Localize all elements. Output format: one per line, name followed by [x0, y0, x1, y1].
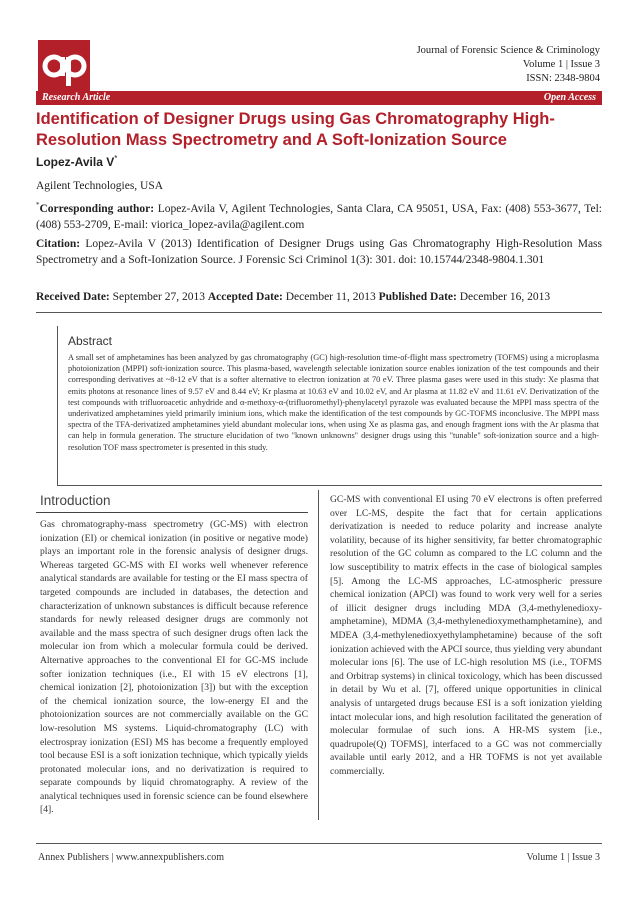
open-access-label: Open Access [543, 92, 596, 103]
author-line [36, 154, 117, 169]
article-type-banner [36, 91, 602, 105]
publisher-logo [38, 40, 90, 92]
corresponding-author [36, 197, 602, 233]
affiliation: Agilent Technologies, USA [36, 180, 164, 192]
footer-volume-issue: Volume 1 | Issue 3 [526, 852, 600, 863]
received-label: Received Date: [36, 291, 110, 303]
divider [36, 312, 602, 313]
corr-text: Lopez-Avila V, Agilent Technologies, Santa Clara, CA 95051, USA, Fax: (408) 553-3677, Tel: (408) 553-2709, E-mail: viorica_lopez-avila@agilent.com [36, 202, 603, 231]
journal-volume-issue: Volume 1 | Issue 3 [522, 59, 600, 70]
journal-header [417, 44, 600, 86]
footer-rule [36, 843, 602, 844]
journal-name: Journal of Forensic Science & Criminology [416, 45, 600, 56]
corr-mark: * [36, 201, 40, 209]
author-mark: * [114, 154, 118, 163]
introduction-rule [36, 512, 308, 513]
published-date: December 16, 2013 [456, 291, 551, 303]
citation-text: Lopez-Avila V (2013) Identification of Designer Drugs using Gas Chromatography High-Resolution Mass Spectrometry and a Soft-Ionization Source. J Forensic Sci Criminol 1(3): 301. doi: 10.15744/2348-9804.1.301 [36, 238, 602, 266]
author-name: Lopez-Avila V [36, 155, 115, 169]
accepted-date: December 11, 2013 [282, 291, 379, 303]
introduction-heading: Introduction [40, 493, 111, 508]
abstract-text: A small set of amphetamines has been analyzed by gas chromatography (GC) high-resolution time-of-flight mass spectrometry (TOFMS) using a microplasma photoionization (MPPI) soft-ionization source. This plasma-based, wavelength selectable ionization source enables ionization of the test compounds and their corresponding derivatives at ~8-12 eV that is a softer alternative to electron ionization at 70 eV. Three plasma gases were used in this study: Xe plasma that emits photons at resonance lines of 9.57 eV and 8.44 eV; Kr plasma at 10.63 eV and 10.02 eV, and Ar plasma at 11.82 eV and 11.61 eV. Derivatization of the test compounds with trifluoroacetic anhydride and α-methoxy-α-(trifluoromethyl)-phenylacetyl pyrazole was evaluated because the MPPI mass spectra of the underivatized amphetamines yield primarily iminium ions, which make the identification of the test compounds by GC-TOFMS inconclusive. The MPPI mass spectra of the TFA-derivatized amphetamines yield abundant molecular ions, when using Xe as plasma gas, and enough fragment ions with the Ar plasma that can help in formula generation. The structure elucidation of two "known unknowns" designer drugs using this "tunable" soft-ionization source and a high-resolution TOF mass spectrometer is presented in this study. [68, 353, 599, 452]
citation-label: Citation: [36, 238, 81, 250]
body-column-right: GC-MS with conventional EI using 70 eV electrons is often preferred over LC-MS, despite the fact that for certain applications derivatization is needed to reduce polarity and increase analyte volatility, because of its higher sensitivity, far better chromatographic resolution of the GC column as compared to the LC column and the low susceptibility to matrix effects in the case of biological samples [5]. Among the LC-MS approaches, LC-atmospheric pressure chemical ionization (APCI) was found to work very well for a series of illicit designer drugs including MDA (3,4-methylenedioxy-amphetamine), MDMA (3,4-methylenedioxymethamphetamine), and MDEA (3,4-methylenedioxyethylamphetamine) because of the soft ionization achieved with the APCI source, thus yielding very abundant molecular ions [6]. The use of LC-high resolution MS (i.e., TOFMS and Orbitrap systems) in clinical toxicology, which has been discussed in detail by Wu et al. [7], offered unique opportunities in clinical analysis of untargeted drugs because ESI is a soft ionization yielding intact molecular ions, and high resolution facilitated the generation of molecular formulae of such ions. A HR-MS system [i.e., quadrupole(Q) TOFMS], interfaced to a GC was not commercially available until early 2012, and a HR TOFMS is not yet available commercially. [330, 494, 602, 777]
abstract-heading: Abstract [68, 334, 113, 348]
footer-publisher: Annex Publishers | www.annexpublishers.com [38, 852, 225, 863]
article-title: Identification of Designer Drugs using Gas Chromatography High-Resolution Mass Spectrometry and A Soft-Ionization Source [36, 110, 555, 149]
citation [36, 236, 602, 268]
body-column-left: Gas chromatography-mass spectrometry (GC-MS) with electron ionization (EI) or chemical ionization (in positive or negative mode) plays an important role in the forensic analysis of designer drugs. Whereas targeted GC-MS with EI works well whenever reference analytical standards are available for testing or the EI mass spectra of targeted compounds are included in databases, the detection and characterization of unknown substances is difficult because reference standards for newly released designer drugs are commonly not available and the mass spectra of such designer drugs often lack the molecular ion from which a molecular formula could be derived. Alternative approaches to the conventional EI for GC-MS include softer ionization techniques (i.e., EI with 15 eV electrons [1], chemical ionization [2], photoionization [3]) but with the exception of the chemical ionization source, the low-energy EI and the photoionization sources are not commercially available on the GC low-resolution MS systems. Liquid-chromatography (LC) with electrospray ionization (ESI) MS has become a frequently employed tool because ESI is a soft ionization technique, which typically yields protonated molecular ions, and no derivatization is required to separate compounds by liquid chromatography. A review of the analytical techniques used in forensic science can be found elsewhere [4]. [40, 519, 308, 816]
corr-label: Corresponding author: [39, 202, 155, 215]
article-type: Research Article [42, 92, 111, 103]
column-divider [318, 490, 319, 820]
accepted-label: Accepted Date: [207, 291, 283, 303]
article-dates [36, 291, 602, 303]
journal-issn: ISSN: 2348-9804 [526, 73, 600, 84]
published-label: Published Date: [378, 291, 457, 303]
received-date: September 27, 2013 [109, 291, 208, 303]
